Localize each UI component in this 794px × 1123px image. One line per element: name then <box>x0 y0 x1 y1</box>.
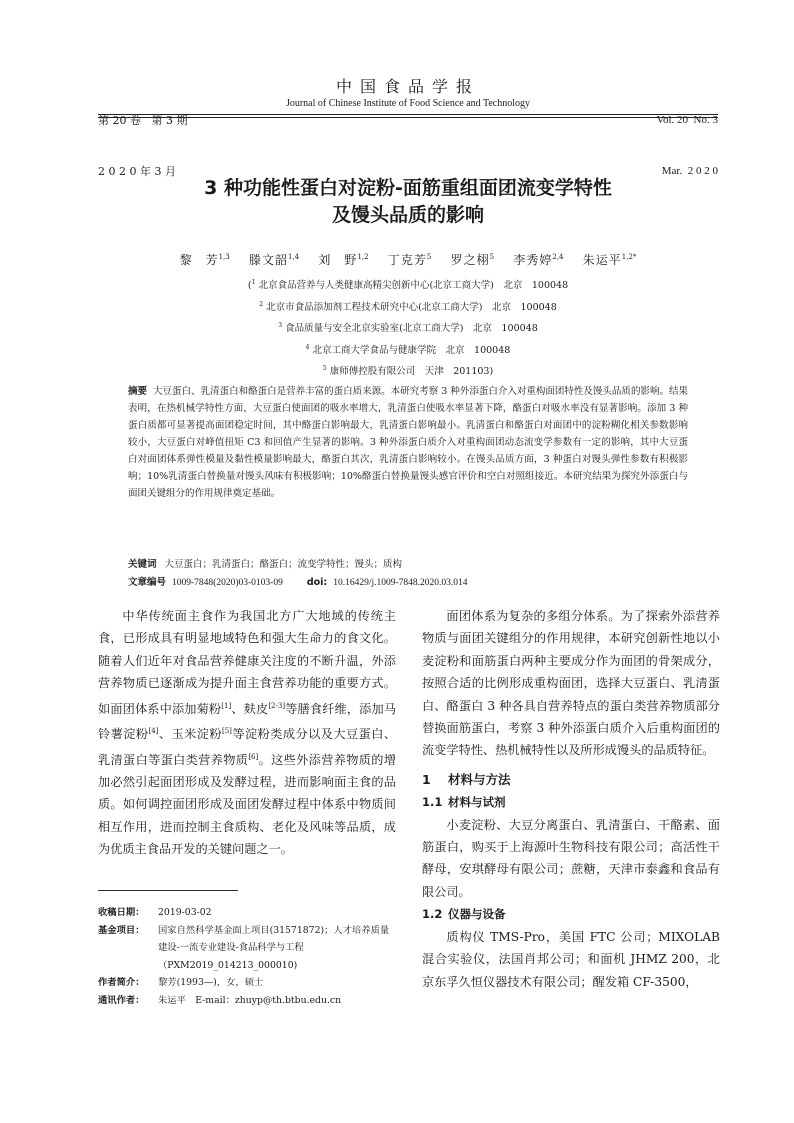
affiliation: $^3$ 食品质量与安全北京实验室(北京工商大学) 北京 100048 <box>278 322 538 335</box>
doi-link[interactable]: 10.16429/j.1009-7848.2020.03.014 <box>333 578 468 588</box>
body-left-column <box>98 605 396 861</box>
footnote-rule <box>98 890 238 891</box>
article-number-label: 文章编号 <box>128 577 167 588</box>
header-rule-thick <box>98 114 718 115</box>
doi-label: doi: <box>306 577 328 588</box>
footnote-author-bio: 作者简介： 黎芳(1993—)，女，硕士 <box>98 977 264 988</box>
header-rule-thin <box>98 117 718 118</box>
citation[interactable]: [4] <box>148 727 159 736</box>
materials-paragraph: 小麦淀粉、大豆分离蛋白、乳清蛋白、干酪素、面筋蛋白，购买于上海源叶生物科技有限公司；高活性干酵母，安琪酵母有限公司；蔗糖，天津市泰鑫和食品有限公司。 <box>422 817 720 899</box>
body-right-column <box>422 605 720 993</box>
footnote-funding: 基金项目： 国家自然科学基金面上项目(31571872)；人才培养质量建设-一流专业建设-食品科学与工程（PXM2019_014213_000010) <box>98 924 390 971</box>
footnote-received: 收稿日期： 2019-03-02 <box>98 907 212 918</box>
publication-date-en: Mar. 2 0 2 0 <box>661 165 718 177</box>
paper-title <box>98 175 718 229</box>
article-meta <box>128 574 688 592</box>
author: 刘 野$^{1,2}$ <box>318 253 369 267</box>
volume-issue: 第 20 卷 第 3 期 <box>98 114 188 127</box>
abstract-label: 摘要 <box>128 386 148 397</box>
keywords-label: 关键词 <box>128 559 157 570</box>
abstract <box>128 383 688 502</box>
title-line-2: 及馒头品质的影响 <box>331 204 484 226</box>
keywords-text: 大豆蛋白；乳清蛋白；酪蛋白；流变学特性；馒头；质构 <box>164 559 403 570</box>
running-header <box>98 77 718 178</box>
citation[interactable]: [6] <box>248 752 259 761</box>
author: 丁克芳$^5$ <box>387 253 432 267</box>
affiliation: $^5$ 康师傅控股有限公司 天津 201103) <box>322 365 494 378</box>
keywords <box>128 556 688 573</box>
intro-paragraph-2: 面团体系为复杂的多组分体系。为了探索外添营养物质与面团关键组分的作用规律，本研究创新性地以小麦淀粉和面筋蛋白两种主要成分作为面团的骨架成分，按照合适的比例形成重构面团，选择大豆蛋白、乳清蛋白、酪蛋白 3 种各具自营养特点的蛋白类营养物质部分替换面筋蛋白，考察 3 种外添蛋白质介入后重构面团的流变学特性、热机械特性以及所形成馒头的品质特征。 <box>422 609 720 758</box>
affiliation: $^2$ 北京市食品添加剂工程技术研究中心(北京工商大学) 北京 100048 <box>259 300 557 313</box>
journal-name-en: Journal of Chinese Institute of Food Science and Technology <box>285 98 531 109</box>
equipment-paragraph: 质构仪 TMS-Pro，美国 FTC 公司；MIXOLAB 混合实验仪，法国肖邦公司；和面机 JHMZ 200，北京东孚久恒仪器技术有限公司；醒发箱 CF-3500， <box>422 929 720 989</box>
citation[interactable]: [1] <box>221 701 232 710</box>
affiliation: $^4$ 北京工商大学食品与健康学院 北京 100048 <box>305 343 511 356</box>
volume-issue-en: Vol. 20 No. 3 <box>656 114 718 126</box>
article-number: 1009-7848(2020)03-0103-09 <box>172 578 283 588</box>
affiliation-list <box>98 274 718 382</box>
citation[interactable]: [2-3] <box>268 701 286 710</box>
author: 黎 芳$^{1,3}$ <box>179 253 230 267</box>
title-line-1: 3 种功能性蛋白对淀粉-面筋重组面团流变学特性 <box>204 177 612 199</box>
publication-date: 2 0 2 0 年 3 月 <box>98 165 176 178</box>
abstract-text: 大豆蛋白、乳清蛋白和酪蛋白是营养丰富的蛋白质来源。本研究考察 3 种外添蛋白介入对重构面团特性及馒头品质的影响。结果表明，在热机械学特性方面，大豆蛋白使面团的吸水率增大，乳清蛋白使吸水率显著下降，酪蛋白对吸水率没有显著影响。添加 3 种蛋白质都可显著提高面团稳定时间，其中酪蛋白影响最大，乳清蛋白影响最小。乳清蛋白和酪蛋白对面团中的淀粉糊化相关参数影响较小，大豆蛋白对峰值扭矩 C3 和回值产生显著的影响。3 种外添蛋白质介入对重构面团动态流变学参数有一定的影响，其中大豆蛋白对面团体系弹性模量及黏性模量影响最大，酪蛋白其次，乳清蛋白影响较小。在馒头品质方面，3 种蛋白对馒头弹性参数有积极影响；10%乳清蛋白替换量对馒头风味有积极影响；10%酪蛋白替换量馒头感官评价和空白对照组接近。本研究结果为探究外添蛋白与面团关键组分的作用规律奠定基础。 <box>128 386 688 499</box>
citation[interactable]: [5] <box>221 727 232 736</box>
section-heading: 1 材料与方法 <box>422 771 511 787</box>
author-list <box>98 251 718 268</box>
subsection-heading: 1.2 仪器与设备 <box>422 907 506 922</box>
footnote-corresponding: 通讯作者： 朱运平 E-mail：zhuyp@th.btbu.edu.cn <box>98 994 342 1006</box>
journal-name <box>98 78 718 112</box>
author: 罗之栩$^5$ <box>450 253 495 267</box>
journal-name-cn: 中国食品学报 <box>335 77 480 96</box>
author: 李秀婷$^{2,4}$ <box>513 253 564 267</box>
affiliation: ($^1$ 北京食品营养与人类健康高精尖创新中心(北京工商大学) 北京 100048 <box>247 279 569 292</box>
author: 滕文韶$^{1,4}$ <box>249 253 300 267</box>
author: 朱运平$^{1,2*}$ <box>582 253 637 267</box>
intro-paragraph: 中华传统面主食作为我国北方广大地域的传统主食，已形成具有明显地域特色和强大生命力的食文化。随着人们近年对食品营养健康关注度的不断升温，外添营养物质已逐渐成为提升面主食营养功能的重要方式。如面团体系中添加菊粉[1]、麸皮[2-3]等膳食纤维，添加马铃薯淀粉[4]、玉米淀粉[5]等淀粉类成分以及大豆蛋白、乳清蛋白等蛋白类营养物质[6]。这些外添营养物质的增加必然引起面团形成及发酵过程，进而影响面主食的品质。如何调控面团形成及面团发酵过程中体系中物质间相互作用，进而控制主食质构、老化及风味等品质，成为优质主食品开发的关键问题之一。 <box>98 609 397 857</box>
subsection-heading: 1.1 材料与试剂 <box>422 795 506 810</box>
footnotes <box>98 904 398 1009</box>
